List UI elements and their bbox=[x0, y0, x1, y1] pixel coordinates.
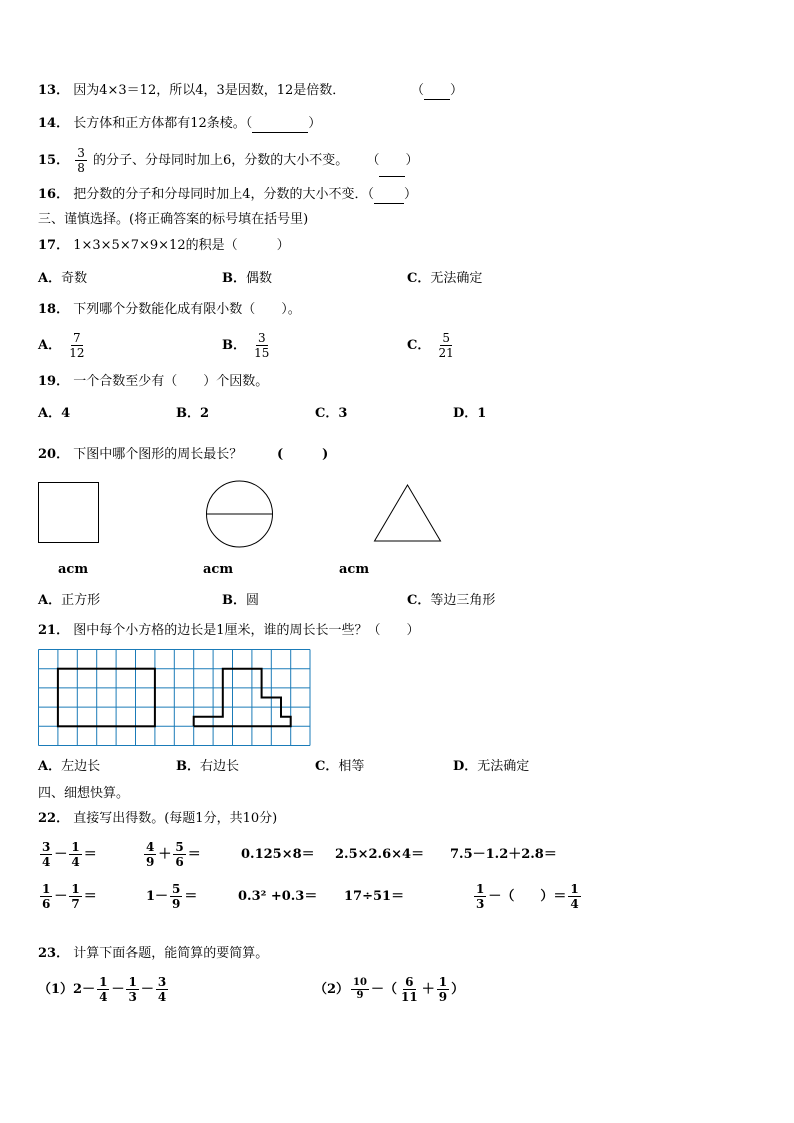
calc-item: 7.5－1.2＋2.8＝ bbox=[450, 847, 557, 862]
option-c[interactable]: C．等边三角形 bbox=[407, 593, 496, 608]
question-number: 18． bbox=[38, 302, 70, 317]
question-text: 下图中哪个图形的周长最长？ bbox=[73, 447, 243, 462]
question-text: 因为4×3＝12，所以4，3是因数，12是倍数． bbox=[73, 83, 346, 98]
question-text: 把分数的分子和分母同时加上4，分数的大小不变．（ bbox=[73, 187, 375, 202]
question-number: 13． bbox=[38, 83, 70, 98]
question-23 bbox=[38, 946, 268, 962]
question-21 bbox=[38, 623, 420, 639]
grid-figure bbox=[38, 649, 312, 749]
calc-problem-2: （2） $\frac{10}{9}$ －（ $\frac{6}{11}$ ＋ $\frac{1}{9}$ ） bbox=[314, 975, 465, 1004]
question-22 bbox=[38, 811, 277, 827]
calc-item: $\frac{4}{9}$ ＋ $\frac{5}{6}$ ＝ bbox=[146, 840, 201, 869]
option-d[interactable]: D．1 bbox=[453, 406, 487, 421]
fraction: $\frac{5}{21}$ bbox=[438, 331, 454, 360]
calc-item: $\frac{1}{6}$ － $\frac{1}{7}$ ＝ bbox=[42, 882, 97, 911]
question-number: 21． bbox=[38, 623, 70, 638]
question-text: 下列哪个分数能化成有限小数（ ）。 bbox=[73, 302, 301, 317]
question-number: 19． bbox=[38, 374, 70, 389]
question-number: 15． bbox=[38, 153, 70, 168]
option-a[interactable]: A．正方形 bbox=[38, 593, 101, 608]
figure-label: acm bbox=[203, 562, 234, 577]
option-a[interactable]: A．奇数 bbox=[38, 271, 88, 286]
right-shape bbox=[194, 669, 291, 727]
question-text: 长方体和正方体都有12条棱。（ bbox=[73, 116, 253, 131]
question-text: 1×3×5×7×9×12的积是（ ） bbox=[73, 238, 290, 253]
calc-item: 1－ $\frac{5}{9}$ ＝ bbox=[146, 882, 198, 911]
option-d[interactable]: D．无法确定 bbox=[453, 759, 530, 774]
option-b[interactable]: B．右边长 bbox=[176, 759, 240, 774]
option-c[interactable]: C．3 bbox=[315, 406, 348, 421]
question-number: 14． bbox=[38, 116, 70, 131]
question-text: 图中每个小方格的边长是1厘米，谁的周长长一些？（ ） bbox=[73, 623, 420, 638]
fraction: $\frac{3}{15}$ bbox=[254, 331, 270, 360]
figure-label: acm bbox=[339, 562, 370, 577]
calc-item: 0.3² +0.3＝ bbox=[238, 889, 318, 904]
question-text: 一个合数至少有（ ）个因数。 bbox=[73, 374, 269, 389]
q20-figures bbox=[0, 0, 794, 560]
calc-item: $\frac{3}{4}$ － $\frac{1}{4}$ ＝ bbox=[42, 840, 97, 869]
fraction: $\frac{7}{12}$ bbox=[69, 331, 85, 360]
calc-item: 2.5×2.6×4＝ bbox=[335, 847, 425, 862]
option-c[interactable]: C． $\frac{5}{21}$ bbox=[407, 331, 454, 360]
option-a[interactable]: A． $\frac{7}{12}$ bbox=[38, 331, 85, 360]
option-b[interactable]: B． $\frac{3}{15}$ bbox=[222, 331, 270, 360]
figure-label: acm bbox=[58, 562, 89, 577]
option-b[interactable]: B．2 bbox=[176, 406, 210, 421]
question-number: 22． bbox=[38, 811, 70, 826]
option-a[interactable]: A．4 bbox=[38, 406, 71, 421]
option-b[interactable]: B．偶数 bbox=[222, 271, 273, 286]
question-text: 直接写出得数。(每题1分，共10分) bbox=[73, 811, 278, 826]
question-16: 16． 把分数的分子和分母同时加上4，分数的大小不变．（ ） bbox=[38, 187, 418, 202]
section-heading: 三、谨慎选择。(将正确答案的标号填在括号里) bbox=[38, 212, 309, 227]
calc-problem-1: （1）2－ $\frac{1}{4}$ － $\frac{1}{3}$ － $\frac{3}{4}$ bbox=[38, 975, 167, 1004]
left-rectangle bbox=[58, 669, 155, 727]
question-text: 计算下面各题，能简算的要简算。 bbox=[73, 946, 269, 961]
option-c[interactable]: C．相等 bbox=[315, 759, 365, 774]
option-c[interactable]: C．无法确定 bbox=[407, 271, 483, 286]
calc-item: $\frac{1}{3}$ －（ ）＝ $\frac{1}{4}$ bbox=[476, 882, 579, 911]
answer-bracket[interactable]: ( ) bbox=[277, 447, 329, 462]
question-14: 14． 长方体和正方体都有12条棱。（ ） bbox=[38, 116, 322, 131]
calc-item: 0.125×8＝ bbox=[241, 847, 315, 862]
question-number: 20． bbox=[38, 447, 70, 462]
option-a[interactable]: A．左边长 bbox=[38, 759, 101, 774]
question-number: 17． bbox=[38, 238, 70, 253]
fraction: $\frac{3}{8}$ bbox=[77, 146, 85, 175]
question-number: 16． bbox=[38, 187, 70, 202]
section-heading: 四、细想快算。 bbox=[38, 786, 130, 801]
square-shape bbox=[39, 483, 99, 543]
option-b[interactable]: B．圆 bbox=[222, 593, 260, 608]
question-text: 的分子、分母同时加上6，分数的大小不变。 bbox=[93, 153, 349, 168]
calc-item: 17÷51＝ bbox=[344, 889, 405, 904]
question-15: 15． $\frac{3}{8}$ 的分子、分母同时加上6，分数的大小不变。 （ ） bbox=[38, 146, 419, 175]
triangle-shape bbox=[375, 485, 441, 541]
question-number: 23． bbox=[38, 946, 70, 961]
answer-bracket: （ ） bbox=[411, 83, 464, 98]
